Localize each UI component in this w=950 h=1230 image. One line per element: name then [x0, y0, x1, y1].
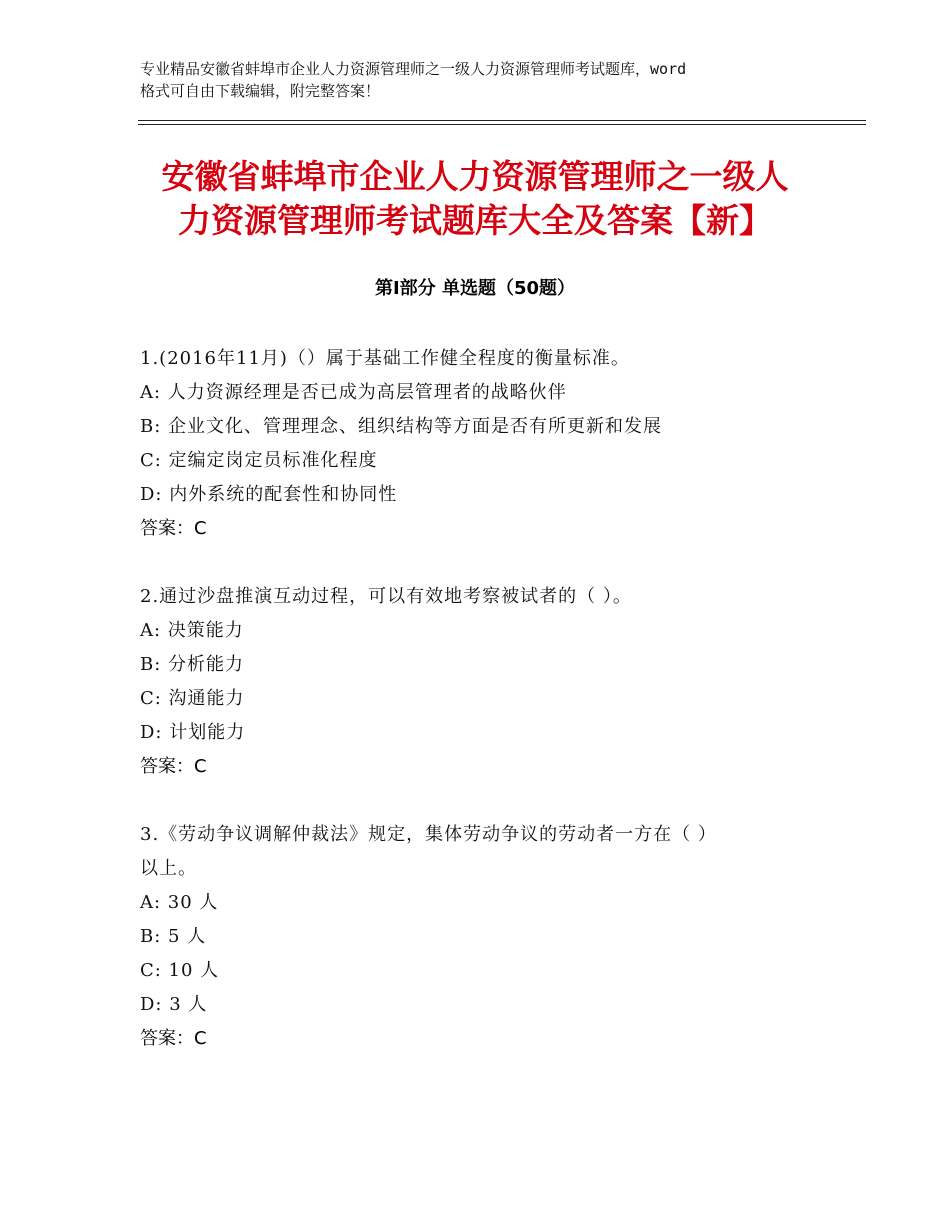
question-1 [140, 342, 800, 546]
question-list [140, 342, 800, 1090]
header-divider-bottom [138, 124, 866, 125]
question-1-option-d: D: 内外系统的配套性和协同性 [140, 484, 398, 505]
question-3-stem-line-2: 以上。 [140, 858, 197, 879]
header-note-line-2: 格式可自由下载编辑，附完整答案！ [140, 82, 381, 100]
question-2-option-d: D: 计划能力 [140, 722, 246, 743]
document-title [100, 155, 850, 243]
question-1-option-a: A: 人力资源经理是否已成为高层管理者的战略伙伴 [140, 382, 567, 403]
question-1-option-c: C: 定编定岗定员标准化程度 [140, 450, 378, 471]
question-2-answer: 答案：C [140, 756, 207, 777]
question-1-option-b: B: 企业文化、管理理念、组织结构等方面是否有所更新和发展 [140, 416, 663, 437]
header-divider-top [138, 120, 866, 121]
question-3-answer: 答案：C [140, 1028, 207, 1049]
question-2-option-a: A: 决策能力 [140, 620, 244, 641]
question-3-option-a: A: 30 人 [140, 892, 219, 913]
question-2 [140, 580, 800, 784]
question-3-stem-line-1: 3.《劳动争议调解仲裁法》规定，集体劳动争议的劳动者一方在（ ） [140, 824, 717, 845]
question-1-answer: 答案：C [140, 518, 207, 539]
question-2-stem: 2.通过沙盘推演互动过程，可以有效地考察被试者的（ ）。 [140, 586, 632, 607]
document-title-line-1: 安徽省蚌埠市企业人力资源管理师之一级人 [161, 157, 789, 196]
question-3-option-b: B: 5 人 [140, 926, 207, 947]
header-note [140, 58, 840, 102]
question-3 [140, 818, 800, 1056]
question-1-stem: 1.(2016年11月)（）属于基础工作健全程度的衡量标准。 [140, 348, 630, 369]
section-heading: 第Ⅰ部分 单选题（50题） [374, 278, 575, 299]
question-3-option-d: D: 3 人 [140, 994, 208, 1015]
header-note-line-1: 专业精品安徽省蚌埠市企业人力资源管理师之一级人力资源管理师考试题库，word [140, 60, 687, 78]
question-2-option-b: B: 分析能力 [140, 654, 245, 675]
question-3-option-c: C: 10 人 [140, 960, 220, 981]
document-title-line-2: 力资源管理师考试题库大全及答案【新】 [178, 201, 772, 240]
question-2-option-c: C: 沟通能力 [140, 688, 245, 709]
